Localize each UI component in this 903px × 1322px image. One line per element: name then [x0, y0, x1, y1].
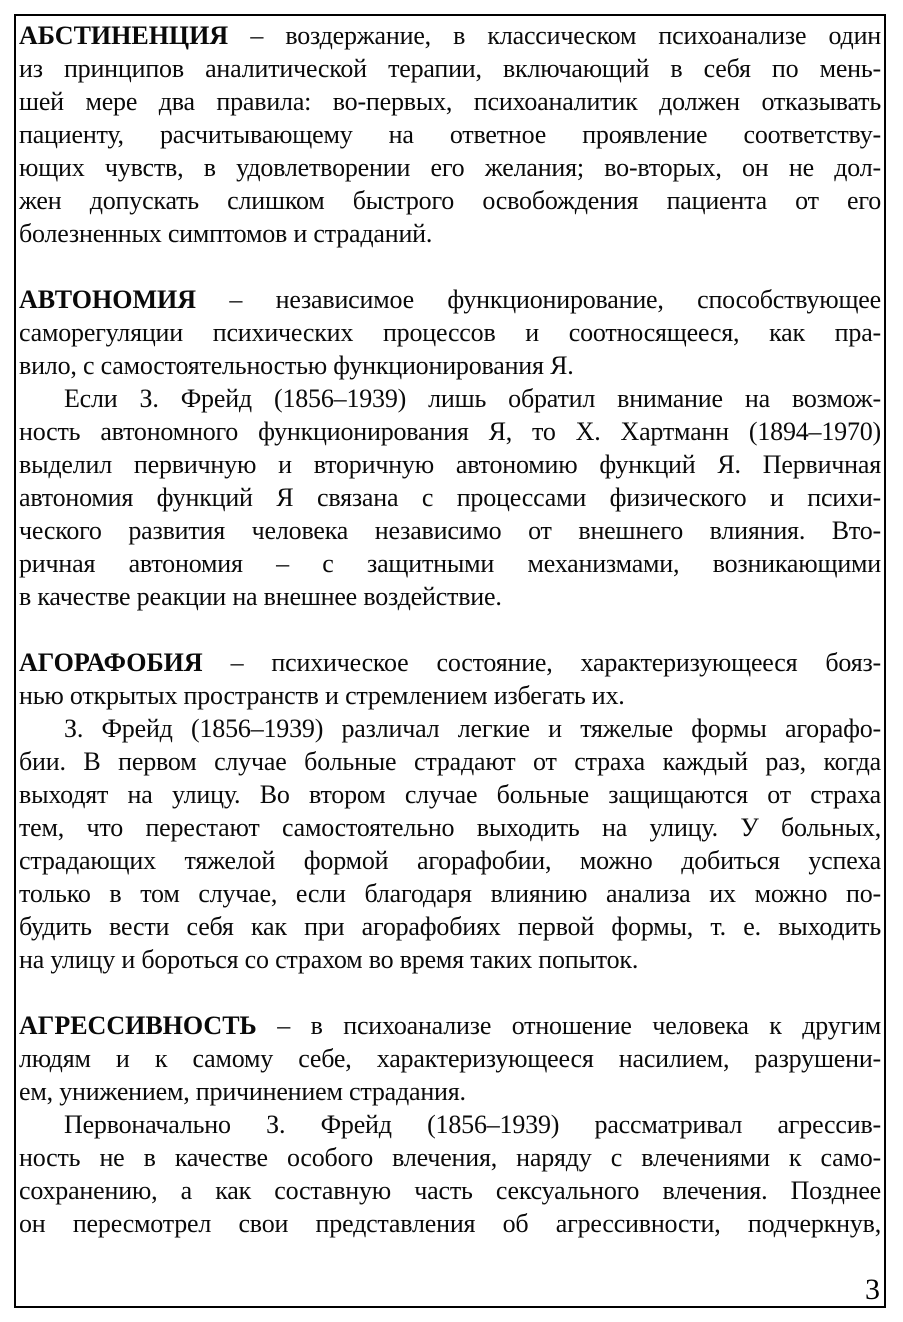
entry-term: АГОРАФОБИЯ: [19, 648, 203, 677]
text-line: ность не в качестве особого влечения, наряду с влечениями к само-: [19, 1143, 881, 1172]
text-line: ческого развития человека независимо от внешнего влияния. Вто-: [19, 516, 881, 545]
text-line: на улицу и бороться со страхом во время таких попыток.: [19, 945, 639, 974]
text-line: жен допускать слишком быстрого освобождения пациента от его: [19, 186, 881, 215]
dictionary-text: [19, 19, 881, 1240]
text-line: ющих чувств, в удовлетворении его желания; во-вторых, он не дол-: [19, 153, 881, 182]
text-line: шей мере два правила: во-первых, психоаналитик должен отказывать: [19, 87, 881, 116]
text-line: бии. В первом случае больные страдают от страха каждый раз, когда: [19, 747, 881, 776]
text-line: выходят на улицу. Во втором случае больные защищаются от страха: [19, 780, 881, 809]
text-line: будить вести себя как при агорафобиях первой формы, т. е. выходить: [19, 912, 881, 941]
text-line: только в том случае, если благодаря влиянию анализа их можно по-: [19, 879, 881, 908]
text-line: автономия функций Я связана с процессами физического и психи-: [19, 483, 881, 512]
text-line: саморегуляции психических процессов и соотносящееся, как пра-: [19, 318, 881, 347]
entry-term: АГРЕССИВНОСТЬ: [19, 1011, 257, 1040]
page-frame: [14, 14, 886, 1308]
entry-headword-line: АБСТИНЕНЦИЯ – воздержание, в классическом психоанализе один: [19, 21, 881, 50]
dictionary-entry: [19, 646, 881, 976]
entry-term: АВТОНОМИЯ: [19, 285, 196, 314]
text-line: ричная автономия – с защитными механизмами, возникающими: [19, 549, 881, 578]
text-line: людям и к самому себе, характеризующееся насилием, разрушени-: [19, 1044, 881, 1073]
text-line: нью открытых пространств и стремлением избегать их.: [19, 681, 625, 710]
text-line: страдающих тяжелой формой агорафобии, можно добиться успеха: [19, 846, 881, 875]
entry-headword-line: АГРЕССИВНОСТЬ – в психоанализе отношение человека к другим: [19, 1011, 881, 1040]
text-line: тем, что перестают самостоятельно выходить на улицу. У больных,: [19, 813, 881, 842]
dictionary-entry: [19, 19, 881, 250]
text-line: ем, унижением, причинением страдания.: [19, 1077, 466, 1106]
dictionary-entry: [19, 283, 881, 613]
text-line: он пересмотрел свои представления об агрессивности, подчеркнув,: [19, 1209, 881, 1238]
text-line: из принципов аналитической терапии, включающий в себя по мень-: [19, 54, 881, 83]
text-line: Первоначально З. Фрейд (1856–1939) рассматривал агрессив-: [64, 1110, 881, 1139]
text-line: вило, с самостоятельностью функционирования Я.: [19, 351, 574, 380]
entry-term: АБСТИНЕНЦИЯ: [19, 21, 229, 50]
text-line: пациенту, расчитывающему на ответное проявление соответству-: [19, 120, 881, 149]
text-line: З. Фрейд (1856–1939) различал легкие и тяжелые формы агорафо-: [64, 714, 881, 743]
text-line: Если З. Фрейд (1856–1939) лишь обратил внимание на возмож-: [64, 384, 881, 413]
text-line: сохранению, а как составную часть сексуального влечения. Позднее: [19, 1176, 881, 1205]
entry-headword-line: АВТОНОМИЯ – независимое функционирование, способствующее: [19, 285, 881, 314]
page-number: 3: [865, 1273, 880, 1306]
entry-headword-line: АГОРАФОБИЯ – психическое состояние, характеризующееся бояз-: [19, 648, 881, 677]
text-line: ность автономного функционирования Я, то Х. Хартманн (1894–1970): [19, 417, 881, 446]
text-line: выделил первичную и вторичную автономию функций Я. Первичная: [19, 450, 881, 479]
text-line: болезненных симптомов и страданий.: [19, 219, 433, 248]
text-line: в качестве реакции на внешнее воздействие.: [19, 582, 502, 611]
dictionary-entry: [19, 1009, 881, 1240]
